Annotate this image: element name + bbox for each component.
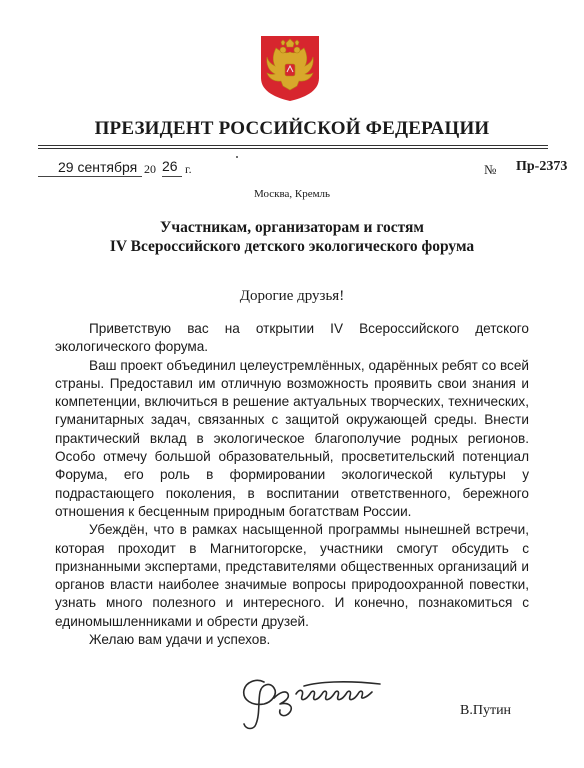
place-of-issue: Москва, Кремль <box>253 188 331 200</box>
date-number-line <box>38 158 568 183</box>
body-paragraph: Убеждён, что в рамках насыщенной программы нынешней встречи, которая проходит в Магнитогорске, участники смогут обсудить с признанными экспертами, представителями общественных организаций и органов власти наиболее значимые вопросы природоохранной повестки, узнать много полезного и интересного. И конечно, познакомиться с единомышленниками и обрести друзей. <box>55 522 529 629</box>
heading-rule-thin <box>38 148 548 149</box>
addressee-line-1: Участникам, организаторам и гостям <box>160 219 424 236</box>
year-underline <box>162 176 182 177</box>
russian-coat-of-arms-icon <box>259 34 321 102</box>
body-paragraph: Приветствую вас на открытии IV Всероссийского детского экологического форума. <box>55 321 529 355</box>
addressee-line-2: IV Всероссийского детского экологического форума <box>109 238 475 255</box>
date-year-unit: г. <box>185 162 192 176</box>
ink-dot <box>236 156 238 158</box>
handwritten-signature-icon <box>234 668 394 734</box>
date-year: 26 <box>162 158 178 174</box>
signer-name: В.Путин <box>460 703 512 718</box>
heading-rule <box>38 145 548 146</box>
letter-body <box>55 320 529 649</box>
addressee <box>0 218 584 256</box>
date-day: 29 сентября <box>58 159 138 175</box>
date-year-prefix: 20 <box>144 162 156 176</box>
date-underline <box>38 176 142 177</box>
number-sign: № <box>484 162 497 177</box>
body-paragraph: Желаю вам удачи и успехов. <box>89 632 271 648</box>
document-heading: ПРЕЗИДЕНТ РОССИЙСКОЙ ФЕДЕРАЦИИ <box>94 118 490 139</box>
body-paragraph: Ваш проект объединил целеустремлённых, одарённых ребят со всей страны. Предоставил им отличную возможность проявить свои знания и компетенции, включиться в решение актуальных творческих, технических, гуманитарных задач, связанных с защитой окружающей среды. Внести практический вклад в экологическое благополучие родных регионов. Особо отмечу большой образовательный, просветительский потенциал Форума, его роль в формировании экологической культуры у подрастающего поколения, в воспитании ответственного, бережного отношения к бесценным природным богатствам России. <box>55 357 529 519</box>
document-number: Пр-2373 <box>516 159 568 174</box>
greeting: Дорогие друзья! <box>239 288 345 304</box>
